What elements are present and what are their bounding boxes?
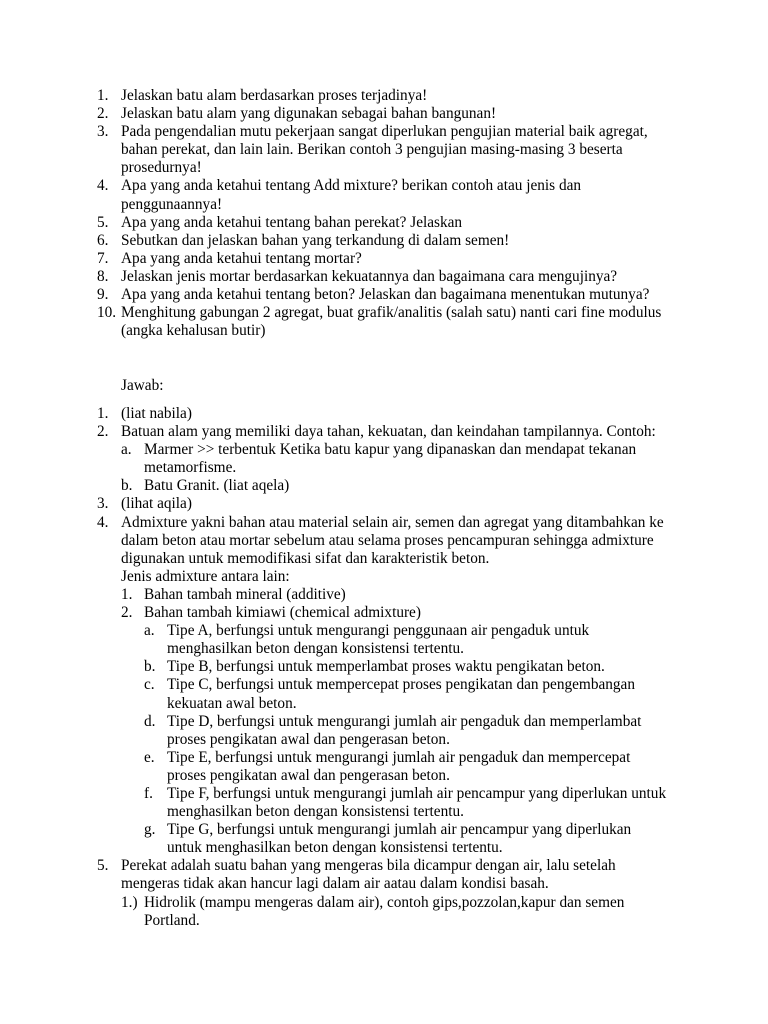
- item-body: [121, 250, 362, 268]
- list-number: 7.: [97, 249, 109, 267]
- text-line: Tipe C, berfungsi untuk mempercepat proses pengikatan dan pengembangan: [167, 676, 635, 694]
- item-body: [121, 304, 661, 340]
- text-line: mengeras tidak akan hancur lagi dalam air aatau dalam kondisi basah.: [121, 875, 549, 893]
- item-body: [121, 514, 666, 858]
- answer-subsubitem: [144, 622, 666, 658]
- list-number: d.: [144, 712, 156, 730]
- text-line: Menghitung gabungan 2 agregat, buat grafik/analitis (salah satu) nanti cari fine modulus: [121, 304, 662, 322]
- question-item: [97, 232, 717, 250]
- question-item: [97, 304, 717, 340]
- answer-subitem: [121, 604, 666, 857]
- list-number: g.: [144, 821, 156, 839]
- text-line: bahan perekat, dan lain lain. Berikan contoh 3 pengujian masing-masing 3 beserta: [121, 141, 623, 159]
- text-line: (angka kehalusan butir): [121, 322, 266, 340]
- text-line: Apa yang anda ketahui tentang beton? Jelaskan dan bagaimana menentukan mutunya?: [121, 286, 650, 304]
- item-body: [167, 821, 631, 857]
- item-body: [144, 604, 666, 857]
- answer-subsubitem: [144, 821, 666, 857]
- answer-subitem: [121, 586, 666, 604]
- item-body: [121, 105, 496, 123]
- question-list: [97, 87, 717, 340]
- question-item: [97, 105, 717, 123]
- item-body: [167, 676, 635, 712]
- item-body: [121, 268, 617, 286]
- list-number: b.: [121, 477, 133, 495]
- sub-list: [121, 586, 666, 857]
- answer-item: [97, 857, 717, 929]
- text-line: Portland.: [144, 911, 200, 929]
- item-body: [121, 495, 192, 513]
- answer-list: [97, 405, 717, 930]
- text-line: proses pengikatan awal dan pengerasan beton.: [167, 766, 450, 784]
- text-line: Jenis admixture antara lain:: [121, 567, 290, 585]
- question-item: [97, 87, 717, 105]
- text-line: (liat nabila): [121, 405, 192, 422]
- text-line: penggunaannya!: [121, 195, 223, 213]
- answer-item: [97, 405, 717, 423]
- list-number: 4.: [97, 177, 109, 195]
- item-body: [167, 713, 641, 749]
- item-body: [121, 286, 649, 304]
- text-line: Tipe D, berfungsi untuk mengurangi jumlah air pengaduk dan memperlambat: [167, 712, 642, 730]
- item-body: [167, 658, 605, 676]
- list-number: a.: [121, 441, 132, 459]
- list-number: 10.: [97, 304, 117, 322]
- list-number: 3.: [97, 123, 109, 141]
- text-line: Tipe F, berfungsi untuk mengurangi jumlah air pencampur yang diperlukan untuk: [167, 784, 667, 802]
- text-line: dalam beton atau mortar sebelum atau selama proses pencampuran sehingga admixture: [121, 531, 654, 549]
- answer-subsubitem: [144, 749, 666, 785]
- text-line: Batu Granit. (liat aqela): [144, 477, 290, 495]
- question-item: [97, 268, 717, 286]
- list-number: a.: [144, 622, 155, 640]
- answer-item: [97, 423, 717, 495]
- item-body: [121, 123, 648, 177]
- text-line: proses pengikatan awal dan pengerasan beton.: [167, 730, 450, 748]
- item-body: [144, 894, 624, 930]
- text-line: digunakan untuk memodifikasi sifat dan karakteristik beton.: [121, 549, 490, 567]
- list-number: 2.: [97, 423, 109, 441]
- answer-subsubitem: [144, 658, 666, 676]
- question-item: [97, 250, 717, 268]
- text-line: menghasilkan beton dengan konsistensi tertentu.: [167, 640, 464, 658]
- item-body: [121, 232, 509, 250]
- text-line: Sebutkan dan jelaskan bahan yang terkandung di dalam semen!: [121, 231, 510, 249]
- text-line: Jelaskan batu alam berdasarkan proses terjadinya!: [121, 87, 428, 104]
- sub-list: [121, 894, 624, 930]
- text-line: (lihat aqila): [121, 495, 192, 513]
- text-line: Jelaskan batu alam yang digunakan sebagai bahan bangunan!: [121, 105, 497, 123]
- item-body: [121, 405, 192, 423]
- list-number: 1.: [97, 87, 109, 104]
- text-line: kekuatan awal beton.: [167, 694, 297, 712]
- list-number: 1.: [121, 585, 133, 603]
- answer-subitem: [121, 894, 624, 930]
- text-line: Bahan tambah mineral (additive): [144, 585, 346, 603]
- item-body: [121, 423, 656, 495]
- list-number: 5.: [97, 857, 109, 875]
- text-line: Tipe B, berfungsi untuk memperlambat proses waktu pengikatan beton.: [167, 658, 605, 676]
- text-line: untuk menghasilkan beton dengan konsistensi tertentu.: [167, 839, 503, 857]
- text-line: Jelaskan jenis mortar berdasarkan kekuatannya dan bagaimana cara mengujinya?: [121, 267, 618, 285]
- item-body: [121, 177, 581, 213]
- text-line: Tipe E, berfungsi untuk mengurangi jumlah air pengaduk dan mempercepat: [167, 748, 631, 766]
- item-body: [121, 214, 462, 232]
- list-number: 1.: [97, 405, 109, 422]
- item-body: [144, 477, 289, 495]
- text-line: Marmer >> terbentuk Ketika batu kapur yang dipanaskan dan mendapat tekanan: [144, 441, 637, 459]
- sub-list: [144, 622, 666, 857]
- answer-subsubitem: [144, 713, 666, 749]
- text-line: Pada pengendalian mutu pekerjaan sangat diperlukan pengujian material baik agregat,: [121, 123, 648, 141]
- text-line: Perekat adalah suatu bahan yang mengeras bila dicampur dengan air, lalu setelah: [121, 857, 616, 875]
- answer-subitem: [121, 441, 656, 477]
- item-body: [121, 87, 427, 105]
- text-line: Hidrolik (mampu mengeras dalam air), contoh gips,pozzolan,kapur dan semen: [144, 893, 625, 911]
- text-line: metamorfisme.: [144, 459, 237, 477]
- list-number: e.: [144, 748, 155, 766]
- text-line: Tipe A, berfungsi untuk mengurangi penggunaan air pengaduk untuk: [167, 622, 590, 640]
- text-line: menghasilkan beton dengan konsistensi tertentu.: [167, 803, 464, 821]
- item-body: [121, 857, 624, 929]
- question-item: [97, 123, 717, 177]
- text-line: Apa yang anda ketahui tentang Add mixture? berikan contoh atau jenis dan: [121, 177, 582, 195]
- answer-heading: Jawab:: [121, 377, 164, 394]
- item-body: [144, 586, 346, 604]
- text-line: Apa yang anda ketahui tentang bahan perekat? Jelaskan: [121, 213, 463, 231]
- answer-subsubitem: [144, 785, 666, 821]
- item-body: [167, 622, 589, 658]
- list-number: 6.: [97, 231, 109, 249]
- item-body: [167, 785, 666, 821]
- sub-list: [121, 441, 656, 495]
- answer-item: [97, 514, 717, 858]
- question-item: [97, 177, 717, 213]
- answer-item: [97, 495, 717, 513]
- list-number: c.: [144, 676, 155, 694]
- item-body: [144, 441, 636, 477]
- list-number: 8.: [97, 267, 109, 285]
- list-number: 2.: [97, 105, 109, 123]
- question-item: [97, 286, 717, 304]
- list-number: 9.: [97, 286, 109, 304]
- list-number: 3.: [97, 495, 109, 513]
- text-line: Bahan tambah kimiawi (chemical admixture): [144, 604, 421, 622]
- list-number: 1.): [121, 893, 138, 911]
- item-body: [167, 749, 630, 785]
- text-line: Batuan alam yang memiliki daya tahan, kekuatan, dan keindahan tampilannya. Contoh:: [121, 423, 656, 441]
- answer-subitem: [121, 477, 656, 495]
- list-number: f.: [144, 784, 153, 802]
- list-number: 4.: [97, 513, 109, 531]
- text-line: Apa yang anda ketahui tentang mortar?: [121, 249, 362, 267]
- question-item: [97, 214, 717, 232]
- list-number: b.: [144, 658, 156, 676]
- list-number: 2.: [121, 604, 133, 622]
- list-number: 5.: [97, 213, 109, 231]
- text-line: Admixture yakni bahan atau material selain air, semen dan agregat yang ditambahkan ke: [121, 513, 664, 531]
- text-line: prosedurnya!: [121, 159, 202, 177]
- text-line: Tipe G, berfungsi untuk mengurangi jumlah air pencampur yang diperlukan: [167, 821, 632, 839]
- answer-subsubitem: [144, 676, 666, 712]
